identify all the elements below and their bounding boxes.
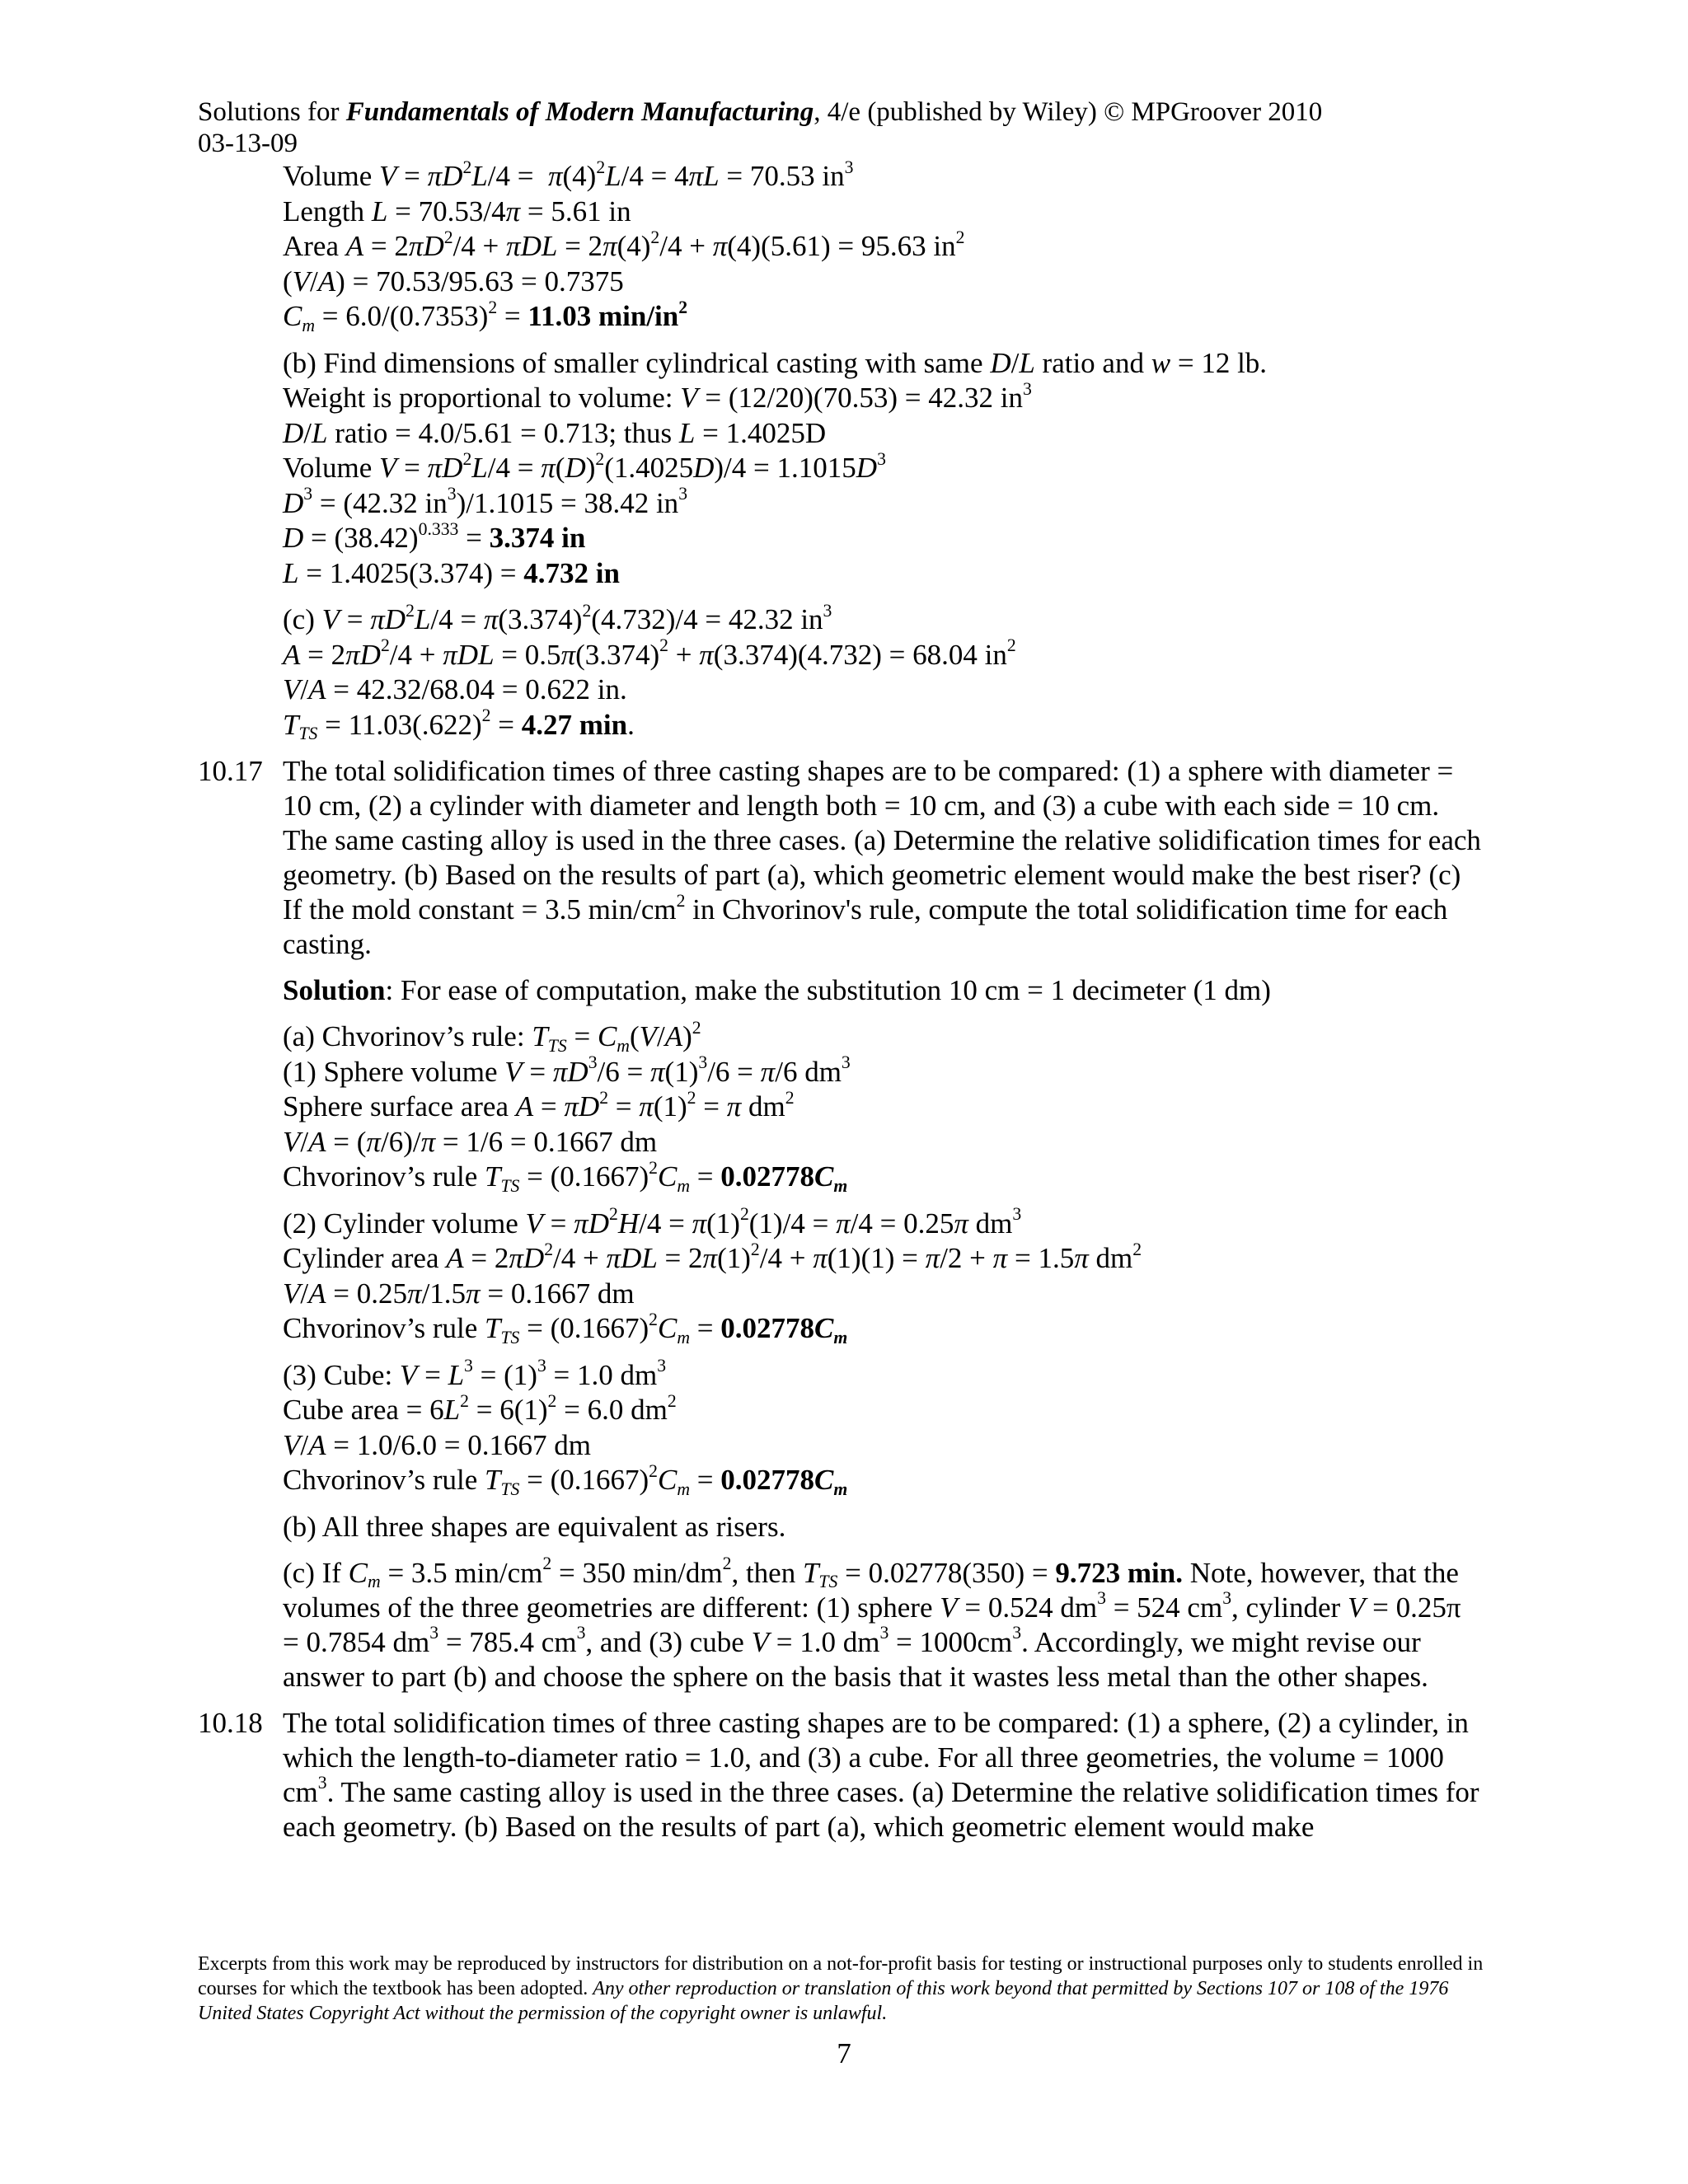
problem-number: 10.18	[198, 1706, 263, 1739]
solution-intro	[283, 973, 1484, 1008]
problem-statement: The total solidification times of three casting shapes are to be compared: (1) a sphere with diameter = 10 cm, (2) a cylinder with diameter and length both = 10 cm, and (3) a cube with each side = 10 cm. The same casting alloy is used in the three cases. (a) Determine the relative solidification times for each geometry. (b) Based on the results of part (a), which geometric element would make the best riser? (c) If the mold constant = 3.5 $\min/cm^2$ in Chvorinov's rule, compute the total solidification time for each casting.	[283, 755, 1481, 960]
equation-line: Volume $V = \pi D^2L/4 = \pi(4)^2L/4 = 4\pi L = 70.53$ $in^3$	[283, 157, 854, 192]
copyright-footer	[198, 1952, 1484, 2026]
equation-line: Area $A = 2\pi D^2/4 + \pi DL = 2\pi(4)^2/4 + \pi(4)(5.61) = 95.63$ $in^2$	[283, 227, 965, 262]
problem-10-16-part-a	[283, 159, 1484, 335]
problem-10-17	[198, 754, 1484, 962]
book-title: Fundamentals of Modern Manufacturing	[345, 97, 814, 127]
footer-notice-italic: Any other reproduction or translation of this work beyond that permitted by Sections 107 or 108 of the 1976 United States Copyright Act without the permission of the copyright owner is unlawful.	[198, 1978, 1449, 2024]
equation-line: $A = 2\pi D^2/4 + \pi DL = 0.5\pi(3.374)^2 + \pi(3.374)(4.732) = 68.04$ $in^2$	[283, 635, 1016, 671]
running-header	[198, 96, 1484, 159]
equation-line: Length L = 70.53/4π = 5.61 in	[283, 194, 631, 227]
equation-line: Chvorinov’s rule $T_{TS} = (0.1667)^2C_m = 0.02778C_m$	[283, 1309, 848, 1347]
equation-line: Sphere surface area $A = \pi D^2 = \pi(1)^2 = \pi$ $dm^2$	[283, 1087, 795, 1122]
part-b-answer: (b) All three shapes are equivalent as risers.	[283, 1510, 786, 1543]
page-number: 7	[837, 2037, 851, 2069]
equation-line: V/A = 0.25π/1.5π = 0.1667 dm	[283, 1277, 635, 1310]
equation-line: (b) Find dimensions of smaller cylindrical casting with same D/L ratio and w = 12 lb.	[283, 346, 1268, 379]
equation-line: (c) $V = \pi D^2L/4 = \pi(3.374)^2(4.732)/4 = 42.32$ $in^3$	[283, 600, 832, 635]
solution-label: Solution	[283, 974, 386, 1006]
equation-line: (V/A) = 70.53/95.63 = 0.7375	[283, 265, 624, 298]
header-suffix: , 4/e (published by Wiley) © MPGroover 2010	[814, 97, 1323, 127]
equation-line: $T_{TS} = 11.03(.622)^2 = 4.27$ min.	[283, 705, 635, 743]
equation-line: $D^3 = (42.32$ $in^3)/1.1015 = 38.42$ $in^3$	[283, 484, 688, 519]
cylinder-calculation	[283, 1204, 1484, 1347]
header-date: 03-13-09	[198, 129, 298, 158]
equation-line: Chvorinov’s rule $T_{TS} = (0.1667)^2C_m = 0.02778C_m$	[283, 1157, 848, 1196]
equation-line: Chvorinov’s rule $T_{TS} = (0.1667)^2C_m = 0.02778C_m$	[283, 1460, 848, 1499]
problem-10-16-part-c	[283, 602, 1484, 743]
equation-line: $D = (38.42)^{0.333} = 3.374$ in	[283, 518, 586, 554]
solution-intro-text: : For ease of computation, make the substitution 10 cm = 1 decimeter (1 dm)	[385, 974, 1271, 1006]
document-body	[198, 96, 1484, 1844]
equation-line: Weight is proportional to volume: V = (12/20)(70.53) = 42.32 $in^3$	[283, 378, 1032, 414]
problem-number: 10.17	[198, 755, 263, 787]
part-c-answer: (c) If $C_m = 3.5$ $\min/cm^2 = 350$ $\min/dm^2$, then $T_{TS} = 0.02778(350) = 9.723$ min. Note, however, that the volumes of the three geometries are different: (1) sphere V = 0.524 $dm^3 = 524$ $cm^3$, cylinder V = 0.25π = 0.7854 $dm^3 = 785.4$ $cm^3$, and (3) cube V = 1.0 $dm^3 = 1000cm^3$. Accordingly, we might revise our answer to part (b) and choose the sphere on the basis that it wastes less metal than the other shapes.	[283, 1554, 1461, 1693]
equation-line: Volume $V = \pi D^2L/4 = \pi(D)^2(1.4025D)/4 = 1.1015D^3$	[283, 448, 886, 484]
equation-line: (1) Sphere volume $V = \pi D^3/6 = \pi(1)^3/6 = \pi/6$ $dm^3$	[283, 1052, 851, 1088]
equation-line: V/A = 42.32/68.04 = 0.622 in.	[283, 673, 627, 705]
equation-line: Cylinder area $A = 2\pi D^2/4 + \pi DL = 2\pi(1)^2/4 + \pi(1)(1) = \pi/2 + \pi = 1.5\pi$ $dm^2$	[283, 1239, 1142, 1274]
header-prefix: Solutions for	[198, 97, 346, 127]
equation-line: V/A = 1.0/6.0 = 0.1667 dm	[283, 1428, 591, 1461]
header-title-line	[198, 96, 1484, 128]
equation-line: V/A = (π/6)/π = 1/6 = 0.1667 dm	[283, 1125, 658, 1158]
equation-line: Cube area = $6L^2 = 6(1)^2 = 6.0$ $dm^2$	[283, 1390, 677, 1426]
problem-statement: The total solidification times of three casting shapes are to be compared: (1) a sphere, (2) a cylinder, in which the length-to-diameter ratio = 1.0, and (3) a cube. For all three geometries, the volume = 1000 $cm^3$. The same casting alloy is used in the three cases. (a) Determine the relative solidification times for each geometry. (b) Based on the results of part (a), which geometric element would make	[283, 1706, 1479, 1843]
equation-line: (3) Cube: $V = L^3 = (1)^3 = 1.0$ $dm^3$	[283, 1356, 667, 1391]
problem-10-18	[198, 1706, 1484, 1844]
equation-line: $C_m = 6.0/(0.7353)^2 = 11.03$ $\min/in^2$	[283, 297, 688, 335]
equation-line: L = 1.4025(3.374) = 4.732 in	[283, 556, 620, 589]
footer-notice: Excerpts from this work may be reproduced by instructors for distribution on a not-for-profit basis for testing or instructional purposes only to students enrolled in courses for which the textbook has been adopted.	[198, 1953, 1484, 1999]
problem-10-16-part-b	[283, 346, 1484, 592]
sphere-calculation	[283, 1019, 1484, 1195]
equation-line: (2) Cylinder volume $V = \pi D^2H/4 = \pi(1)^2(1)/4 = \pi/4 = 0.25\pi$ $dm^3$	[283, 1204, 1022, 1240]
equation-line: D/L ratio = 4.0/5.61 = 0.713; thus L = 1.4025D	[283, 416, 827, 449]
equation-line: (a) Chvorinov’s rule: $T_{TS} = C_m(V/A)^2$	[283, 1017, 701, 1056]
cube-calculation	[283, 1358, 1484, 1498]
